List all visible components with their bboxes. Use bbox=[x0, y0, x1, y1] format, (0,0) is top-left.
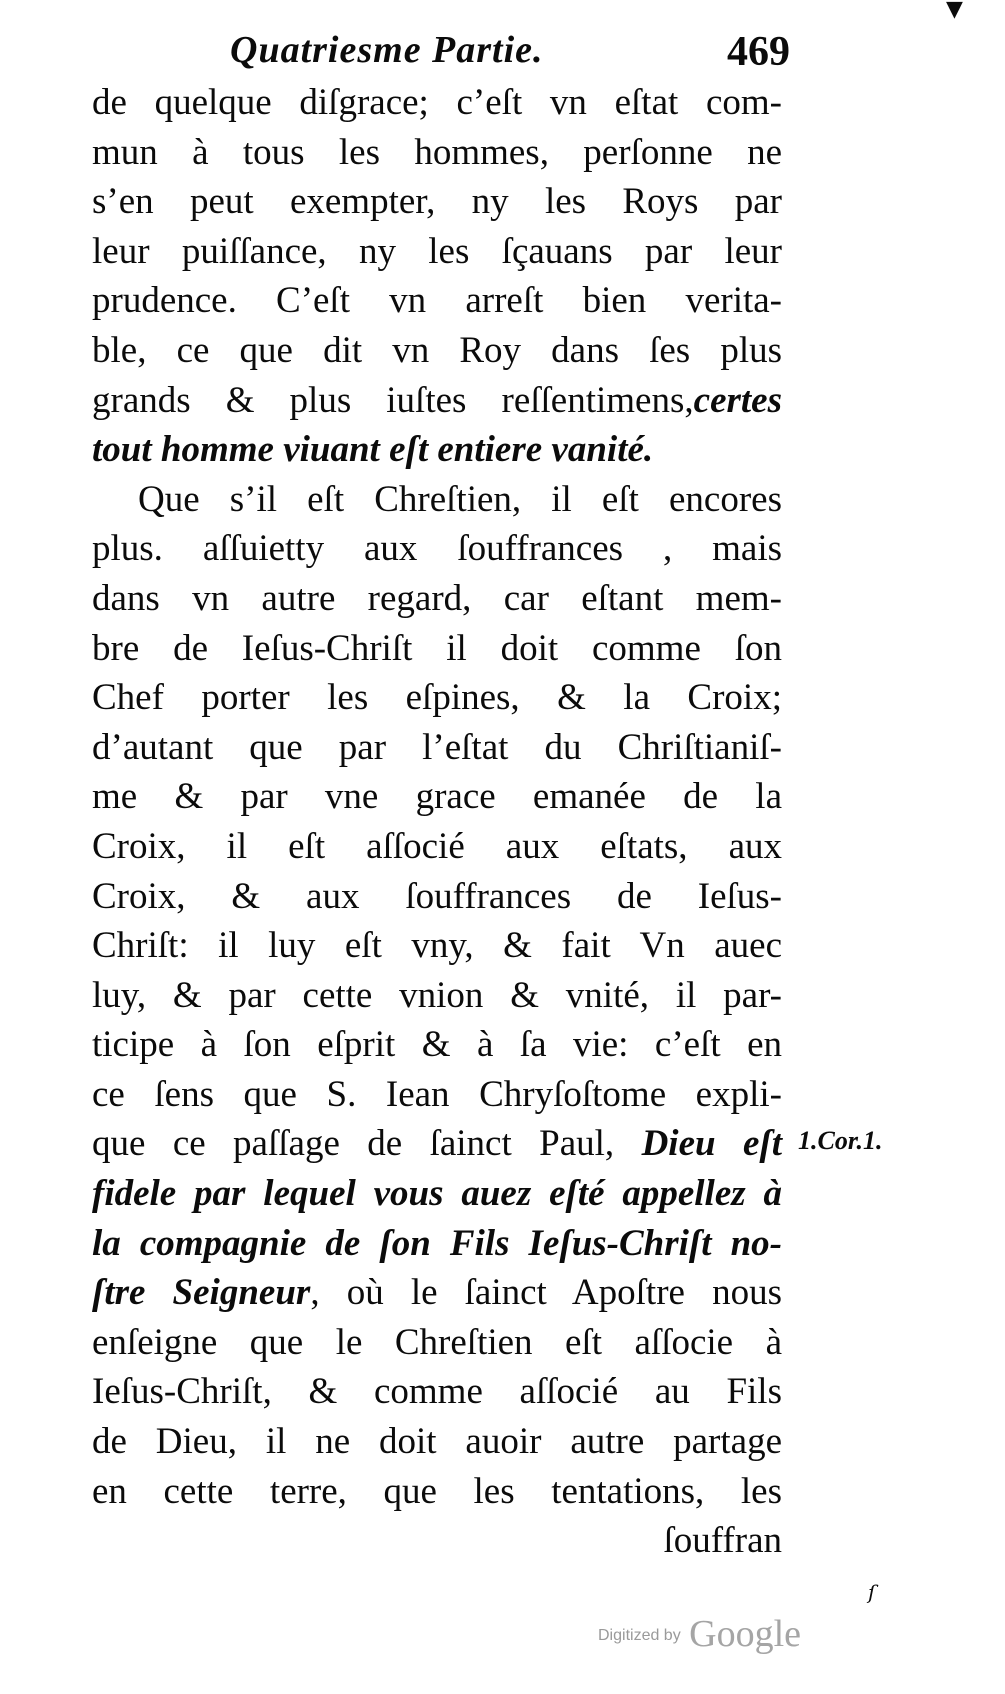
digitized-prefix: Digitized by bbox=[598, 1627, 681, 1644]
text-segment: grands & plus iuſtes reſſentimens, bbox=[92, 379, 694, 421]
text-line bbox=[92, 723, 782, 773]
page-number: 469 bbox=[727, 29, 790, 75]
text-segment: Ieſus-Chriſt, & comme aſſocié au Fils bbox=[92, 1371, 782, 1413]
text-segment: me & par vne grace emanée de la bbox=[92, 776, 782, 818]
italic-segment: fidele par lequel vous auez eſté appellez à bbox=[92, 1173, 782, 1215]
text-segment: luy, & par cette vnion & vnité, il par- bbox=[92, 974, 782, 1016]
text-line bbox=[92, 1219, 782, 1269]
google-logo: Google bbox=[689, 1613, 802, 1655]
text-segment: plus. aſſuietty aux ſouffrances , mais bbox=[92, 528, 782, 570]
text-segment: ticipe à ſon eſprit & à ſa vie: c’eſt en bbox=[92, 1024, 782, 1066]
digitized-watermark bbox=[598, 1612, 801, 1656]
body-text bbox=[92, 78, 782, 1566]
text-segment: Croix, il eſt aſſocié aux eſtats, aux bbox=[92, 825, 782, 867]
text-segment: s’en peut exempter, ny les Roys par bbox=[92, 181, 782, 223]
text-segment: en cette terre, que les tentations, les bbox=[92, 1470, 782, 1512]
text-segment: Chef porter les eſpines, & la Croix; bbox=[92, 677, 782, 719]
italic-segment: ſtre Seigneur bbox=[92, 1272, 311, 1314]
text-line bbox=[92, 326, 782, 376]
margin-note: 1.Cor.1. bbox=[798, 1126, 883, 1155]
text-segment: prudence. C’eſt vn arreſt bien verita- bbox=[92, 280, 782, 322]
text-line bbox=[92, 971, 782, 1021]
text-segment: que ce paſſage de ſainct Paul, bbox=[92, 1123, 642, 1165]
text-line bbox=[92, 376, 782, 426]
text-line bbox=[92, 475, 782, 525]
text-line bbox=[92, 872, 782, 922]
text-line bbox=[92, 1119, 782, 1169]
text-segment: ce ſens que S. Iean Chryſoſtome expli- bbox=[92, 1073, 782, 1115]
text-line bbox=[92, 1417, 782, 1467]
text-line bbox=[92, 574, 782, 624]
text-line bbox=[92, 822, 782, 872]
text-line bbox=[92, 1367, 782, 1417]
text-line bbox=[92, 276, 782, 326]
page-corner-mark: ▼ bbox=[946, 0, 963, 22]
running-title: Quatriesme Partie. bbox=[230, 29, 544, 71]
text-line bbox=[92, 772, 782, 822]
text-segment: , où le ſainct Apoſtre nous bbox=[310, 1272, 782, 1314]
italic-segment: tout homme viuant eſt entiere vanité. bbox=[92, 429, 654, 471]
text-line bbox=[92, 921, 782, 971]
text-segment: ble, ce que dit vn Roy dans ſes plus bbox=[92, 329, 782, 371]
italic-segment: Dieu eſt bbox=[641, 1123, 782, 1165]
text-line bbox=[92, 1020, 782, 1070]
text-line bbox=[92, 1268, 782, 1318]
text-segment: Chriſt: il luy eſt vny, & fait Vn auec bbox=[92, 925, 782, 967]
text-line bbox=[92, 1516, 782, 1566]
text-segment: Que s’il eſt Chreſtien, il eſt encores bbox=[138, 478, 782, 520]
text-line bbox=[92, 1467, 782, 1517]
italic-segment: certes bbox=[693, 379, 782, 421]
text-segment: leur puiſſance, ny les ſçauans par leur bbox=[92, 230, 782, 272]
stray-ink-mark: ſ bbox=[868, 1580, 876, 1604]
text-line bbox=[92, 1169, 782, 1219]
text-segment: de quelque diſgrace; c’eſt vn eſtat com- bbox=[92, 82, 782, 123]
text-line bbox=[92, 425, 782, 475]
text-line bbox=[92, 624, 782, 674]
running-header bbox=[230, 28, 790, 78]
text-segment: de Dieu, il ne doit auoir autre partage bbox=[92, 1421, 782, 1463]
text-segment: ſouffran bbox=[663, 1520, 782, 1562]
text-segment: d’autant que par l’eſtat du Chriſtianiſ- bbox=[92, 726, 782, 768]
text-line bbox=[92, 128, 782, 178]
text-line bbox=[92, 673, 782, 723]
text-line bbox=[92, 1070, 782, 1120]
text-segment: bre de Ieſus-Chriſt il doit comme ſon bbox=[92, 627, 782, 669]
text-segment: enſeigne que le Chreſtien eſt aſſocie à bbox=[92, 1321, 782, 1363]
text-line bbox=[92, 78, 782, 128]
text-segment: mun à tous les hommes, perſonne ne bbox=[92, 131, 782, 173]
text-segment: dans vn autre regard, car eſtant mem- bbox=[92, 577, 782, 619]
text-segment: Croix, & aux ſouffrances de Ieſus- bbox=[92, 875, 782, 917]
text-line bbox=[92, 1318, 782, 1368]
text-line bbox=[92, 227, 782, 277]
text-line bbox=[92, 177, 782, 227]
text-line bbox=[92, 524, 782, 574]
italic-segment: la compagnie de ſon Fils Ieſus-Chriſt no- bbox=[92, 1222, 782, 1264]
